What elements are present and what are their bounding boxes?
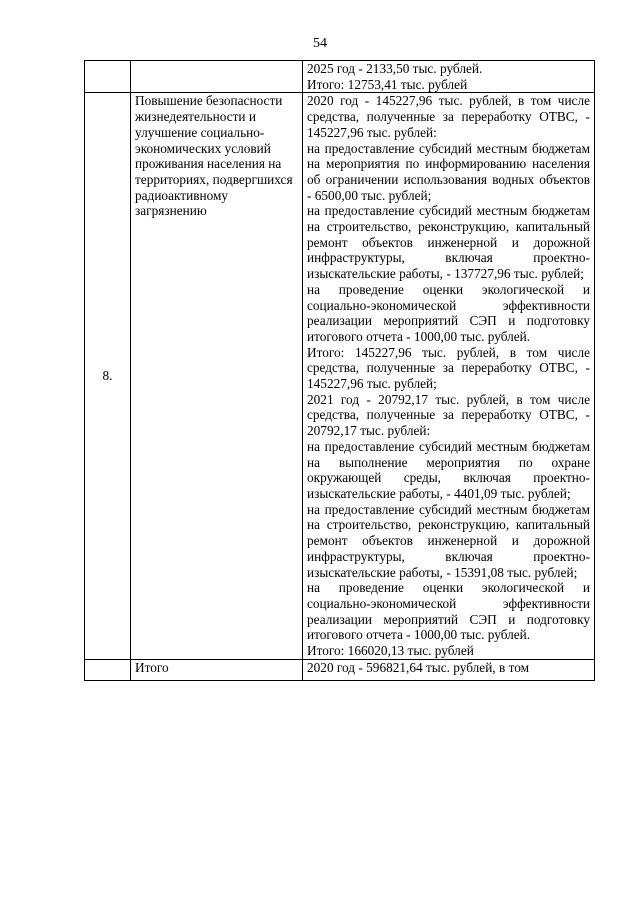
funding-paragraph: на проведение оценки экологической и социально-экономической эффективности реализации мероприятий СЭП и подготовку итогового отчета - 1000,00 тыс. рублей. xyxy=(307,281,590,344)
page-number: 54 xyxy=(313,36,327,51)
funding-cell xyxy=(303,93,595,659)
number-cell xyxy=(85,659,131,680)
total-funding-text: 2020 год - 596821,64 тыс. рублей, в том xyxy=(303,659,595,680)
funding-total-line: Итого: 12753,41 тыс. рублей xyxy=(307,76,468,92)
funding-paragraph: на предоставление субсидий местным бюджетам на мероприятия по информированию населения об ограничении использования водных объектов - 6500,00 тыс. рублей; xyxy=(307,140,590,203)
funding-paragraph: на проведение оценки экологической и социально-экономической эффективности реализации мероприятий СЭП и подготовку итогового отчета - 1000,00 тыс. рублей. xyxy=(307,580,590,643)
measure-description: Повышение безопасности жизнедеятельности и улучшение социально-экономических условий проживания населения на территориях, подвергшихся радиоактивному загрязнению xyxy=(131,93,303,659)
funding-paragraph: на предоставление субсидий местным бюджетам на выполнение мероприятия по охране окружающей среды, включая проектно-изыскательские работы, - 4401,09 тыс. рублей; xyxy=(307,438,590,501)
table-row xyxy=(85,659,595,680)
funding-cell xyxy=(303,61,595,93)
funding-paragraph: Итого: 145227,96 тыс. рублей, в том числе средства, полученные за переработку ОТВС, - 145227,96 тыс. рублей; xyxy=(307,344,590,392)
funding-paragraph: Итого: 166020,13 тыс. рублей xyxy=(307,643,474,659)
funding-paragraph: на предоставление субсидий местным бюджетам на строительство, реконструкцию, капитальный ремонт объектов инженерной и дорожной инфраструктуры, включая проектно-изыскательские работы, - 15391,08 тыс. рублей; xyxy=(307,501,590,580)
funding-paragraph: 2021 год - 20792,17 тыс. рублей, в том числе средства, полученные за переработку ОТВС, - 20792,17 тыс. рублей: xyxy=(307,391,590,439)
table-row xyxy=(85,61,595,93)
funding-paragraph: на предоставление субсидий местным бюджетам на строительство, реконструкцию, капитальный ремонт объектов инженерной и дорожной инфраструктуры, включая проектно-изыскательские работы, - 137727,96 тыс. рублей; xyxy=(307,203,590,282)
funding-line: 2025 год - 2133,50 тыс. рублей. xyxy=(307,61,483,76)
description-cell xyxy=(131,61,303,93)
table-row xyxy=(85,93,595,659)
total-label: Итого xyxy=(131,659,303,680)
number-cell xyxy=(85,61,131,93)
funding-paragraph: 2020 год - 145227,96 тыс. рублей, в том числе средства, полученные за переработку ОТВС, - 145227,96 тыс. рублей: xyxy=(307,93,590,140)
funding-table xyxy=(84,60,595,681)
row-number: 8. xyxy=(85,93,131,659)
